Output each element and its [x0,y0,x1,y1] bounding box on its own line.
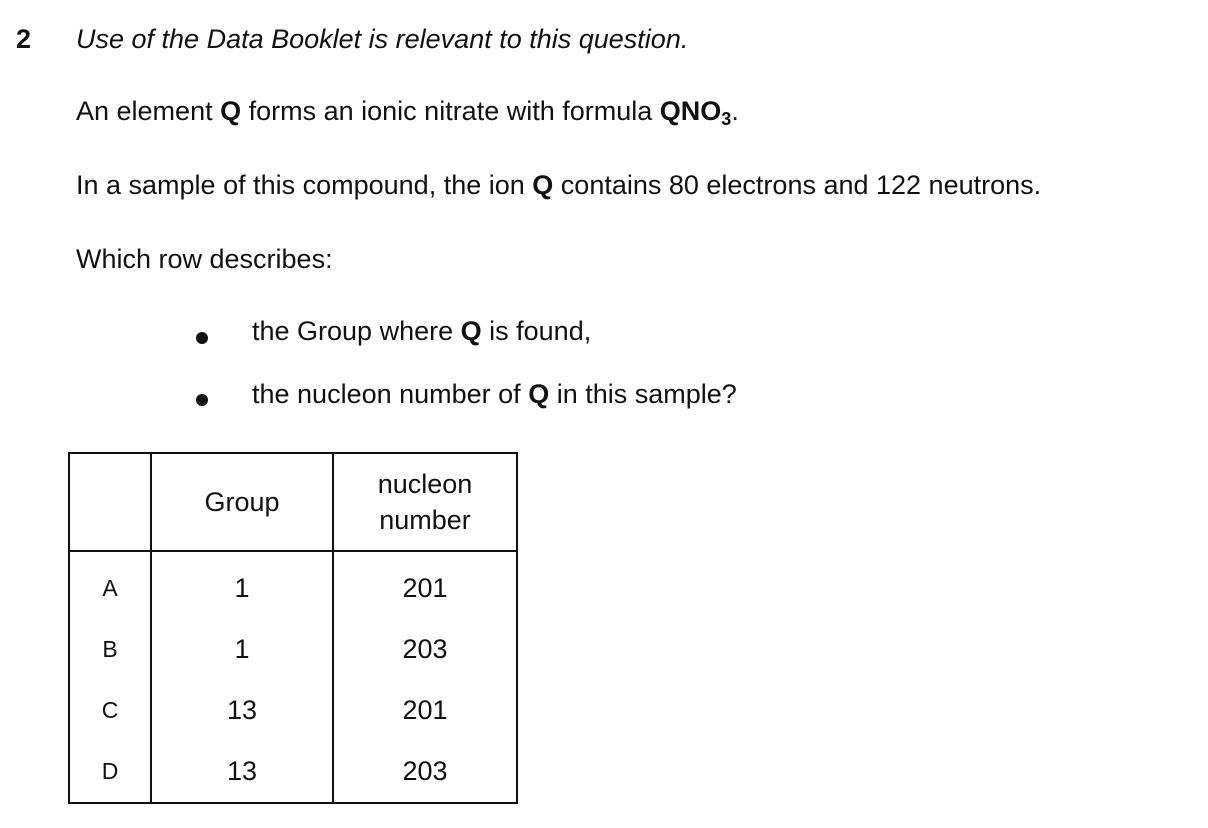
bullet-text-before: the Group where [252,316,461,346]
bullet-item-group [252,316,591,347]
table-row [69,680,517,741]
bullet-text-after: is found, [481,316,592,346]
option-letter: B [69,619,151,680]
element-q: Q [460,316,482,346]
header-nucleon-text: nucleon number [377,469,473,535]
statement-sample-before: In a sample of this compound, the ion [76,170,533,200]
nucleon-value: 201 [333,551,517,619]
formula-main: QNO [659,96,722,126]
option-letter: A [69,551,151,619]
nucleon-value: 201 [333,680,517,741]
statement-nitrate-middle: forms an ionic nitrate with formula [241,96,660,126]
group-value: 1 [151,619,333,680]
statement-sample-after: contains 80 electrons and 122 neutrons. [553,170,1042,200]
statement-nitrate-before: An element [76,96,221,126]
bullet-dot [196,332,208,344]
bullet-dot [196,394,208,406]
header-option [69,453,151,551]
element-q: Q [528,379,550,409]
bullet-text-after: in this sample? [549,379,737,409]
nucleon-value: 203 [333,741,517,803]
element-q: Q [532,170,554,200]
nucleon-value: 203 [333,619,517,680]
table-row [69,619,517,680]
answer-table [68,452,518,804]
group-value: 1 [151,551,333,619]
header-group: Group [151,453,333,551]
bullet-item-nucleon [252,379,737,410]
formula-subscript: 3 [721,109,732,129]
question-number: 2 [16,24,32,54]
group-value: 13 [151,680,333,741]
header-nucleon-number [333,453,517,551]
table-row [69,551,517,619]
question-prompt: Which row describes: [76,244,333,274]
question-intro: Use of the Data Booklet is relevant to this question. [76,24,689,54]
group-value: 13 [151,741,333,803]
statement-nitrate [76,96,739,127]
option-letter: D [69,741,151,803]
statement-sample [76,170,1041,201]
table-row [69,741,517,803]
element-q: Q [220,96,242,126]
formula [659,96,732,129]
statement-nitrate-end: . [731,96,739,126]
bullet-text-before: the nucleon number of [252,379,529,409]
option-letter: C [69,680,151,741]
table-header-row [69,453,517,551]
